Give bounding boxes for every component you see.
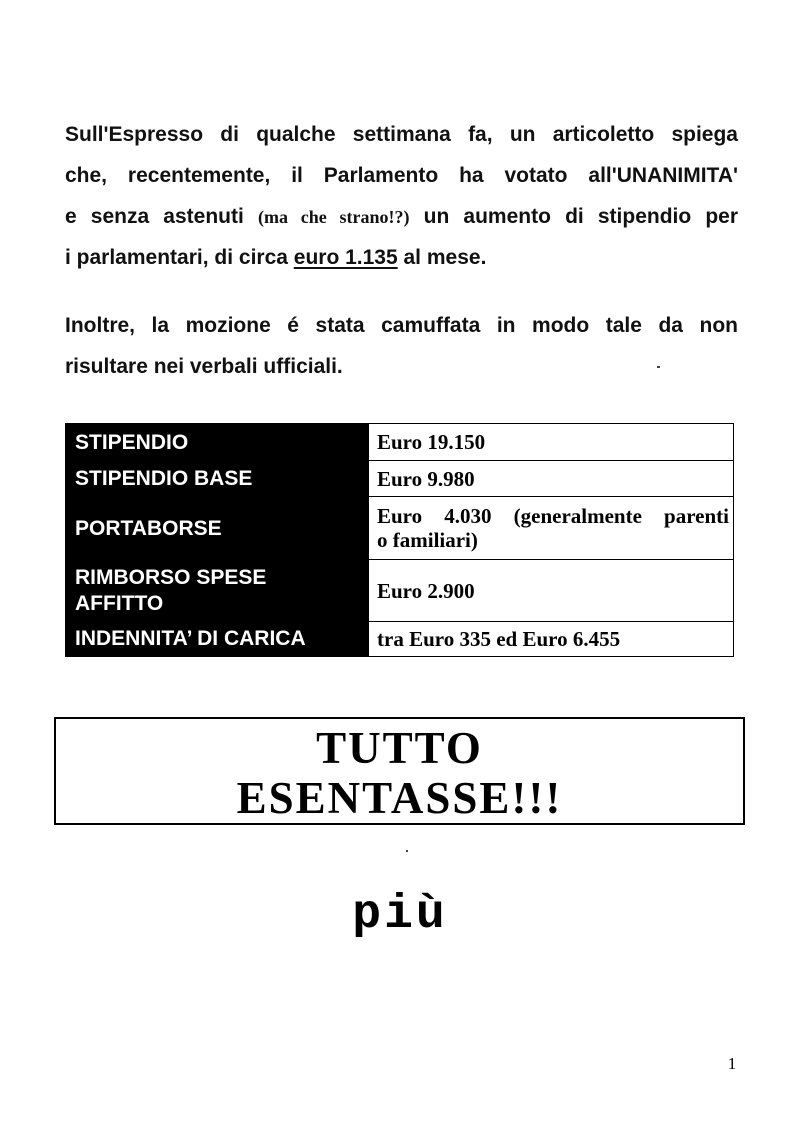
row-value	[369, 497, 733, 560]
tax-free-banner	[54, 717, 745, 825]
table-row	[66, 622, 733, 656]
table-row	[66, 497, 733, 560]
row-value	[369, 424, 733, 461]
paragraph-intro	[65, 114, 738, 278]
moreover-line-1: Inoltre, la mozione é stata camuffata in modo tale da non	[65, 314, 738, 337]
row-label	[66, 622, 369, 656]
row-label	[66, 560, 369, 622]
value-indennita: tra Euro 335 ed Euro 6.455	[377, 627, 621, 651]
row-label	[66, 461, 369, 497]
intro-line-4	[65, 237, 738, 278]
row-value	[369, 622, 733, 656]
intro-amount: euro 1.135	[293, 246, 398, 269]
intro-aside: (ma che strano!?)	[257, 207, 410, 227]
table-row	[66, 461, 733, 497]
intro-line-1: Sull'Espresso di qualche settimana fa, un articoletto spiega	[65, 123, 738, 146]
intro-line-4-end: al mese.	[397, 246, 487, 269]
row-label	[66, 424, 369, 461]
scan-speck	[657, 366, 660, 368]
paragraph-moreover	[65, 305, 738, 387]
salary-table	[65, 423, 734, 657]
value-stipendio: Euro 19.150	[377, 430, 486, 454]
label-rimborso-line-1: RIMBORSO SPESE	[75, 566, 267, 589]
page-number: 1	[727, 1054, 737, 1073]
label-stipendio: STIPENDIO	[75, 430, 189, 454]
value-stipendio-base: Euro 9.980	[377, 466, 475, 491]
scan-speck	[406, 850, 408, 852]
label-portaborse: PORTABORSE	[75, 516, 222, 540]
intro-line-2: che, recentemente, il Parlamento ha votato all'UNANIMITA'	[65, 164, 738, 187]
value-portaborse-line-1: Euro 4.030 (generalmente parenti	[377, 504, 729, 528]
table-row	[66, 424, 733, 461]
footer-word: più	[352, 888, 448, 942]
moreover-line-2: risultare nei verbali ufficiali.	[65, 355, 343, 378]
intro-line-3	[65, 196, 738, 237]
row-value	[369, 461, 733, 497]
intro-line-4-start: i parlamentari, di circa	[65, 246, 294, 269]
value-portaborse-line-2: o familiari)	[377, 528, 478, 552]
label-stipendio-base: STIPENDIO BASE	[75, 467, 253, 490]
row-label	[66, 497, 369, 560]
intro-line-3-end: un aumento di stipendio per	[409, 205, 738, 228]
label-rimborso-line-2: AFFITTO	[75, 592, 164, 615]
banner-line-1: TUTTO	[316, 723, 483, 773]
label-indennita: INDENNITA’ DI CARICA	[75, 627, 306, 650]
table-row	[66, 560, 733, 622]
intro-line-3-start: e senza astenuti	[65, 205, 258, 228]
banner-line-2: ESENTASSE!!!	[236, 773, 563, 823]
row-value	[369, 560, 733, 622]
value-rimborso: Euro 2.900	[377, 578, 475, 603]
